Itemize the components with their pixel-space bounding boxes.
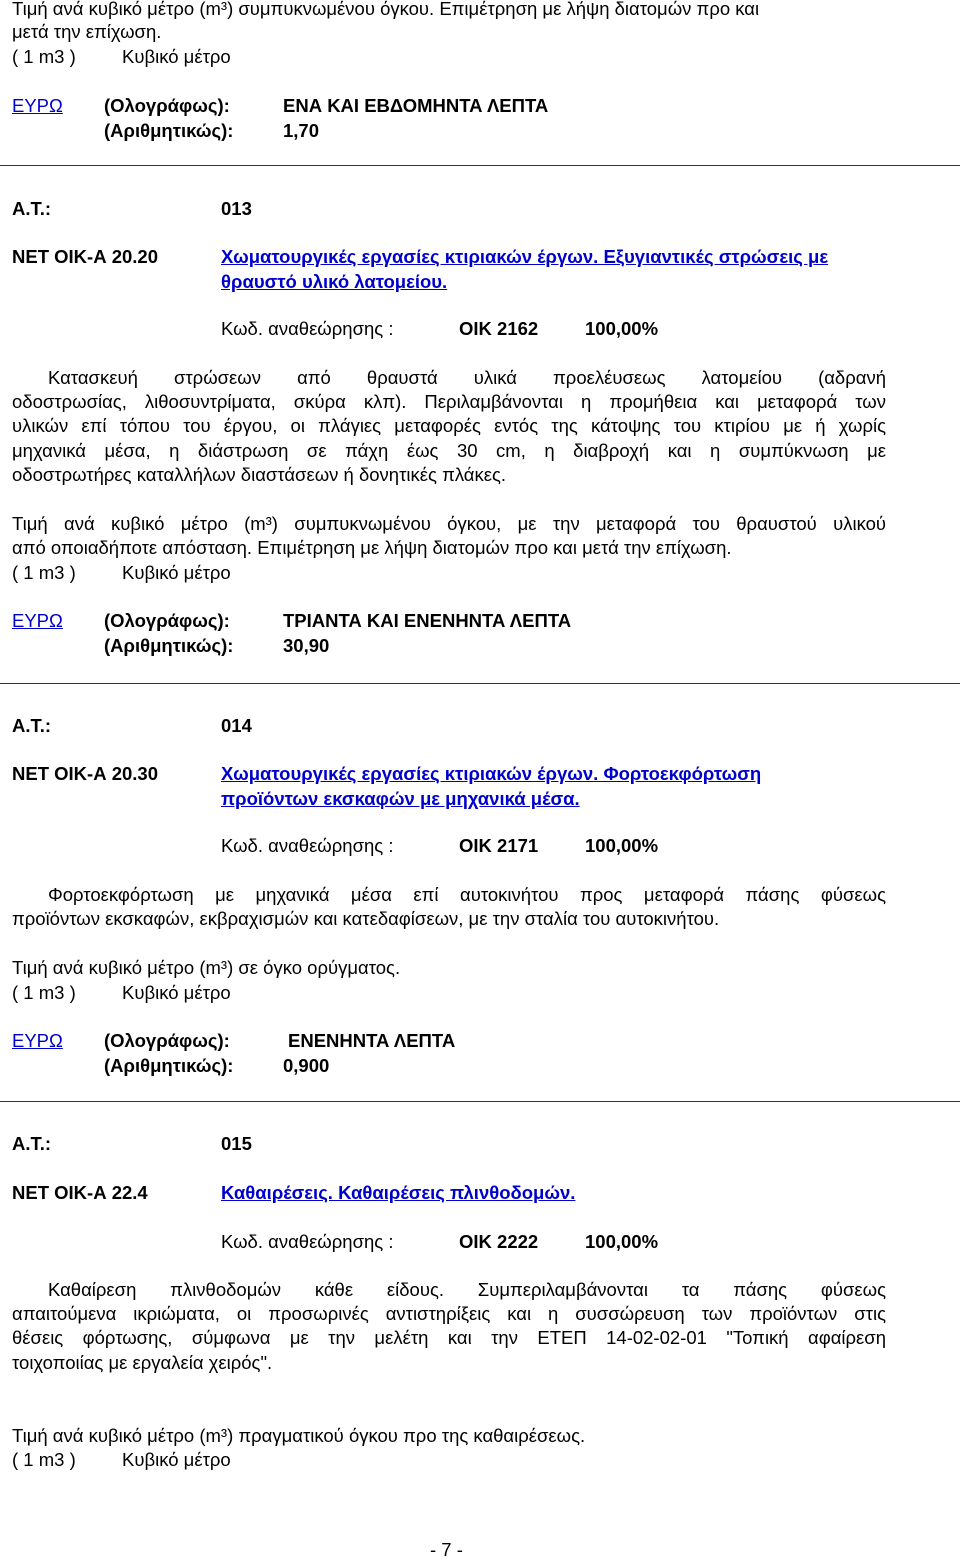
- divider-2: [0, 683, 960, 684]
- item013-rev-pct: 100,00%: [585, 318, 659, 339]
- intro-words-label: (Ολογράφως):: [104, 95, 230, 116]
- divider-3: [0, 1101, 960, 1102]
- item013-code: ΝΕΤ ΟΙΚ-Α 20.20: [12, 246, 158, 267]
- item013-desc-line-5: οδοστρωτήρες καταλλήλων διαστάσεων ή δονητικές πλάκες.: [12, 464, 507, 485]
- item014-num-value: 0,900: [283, 1055, 330, 1076]
- item015-rev-pct: 100,00%: [585, 1231, 659, 1252]
- intro-num-value: 1,70: [283, 120, 320, 141]
- item015-desc-line-1: Καθαίρεση πλινθοδομών κάθε είδους. Συμπεριλαμβάνονται τα πάσης φύσεως: [48, 1279, 886, 1300]
- intro-price-line-2: μετά την επίχωση.: [12, 21, 162, 42]
- item013-words-label: (Ολογράφως):: [104, 610, 230, 631]
- item014-price-line-1: Τιμή ανά κυβικό μέτρο (m³) σε όγκο ορύγματος.: [12, 957, 401, 978]
- item013-title-line-1: Χωματουργικές εργασίες κτιριακών έργων. Εξυγιαντικές στρώσεις με: [221, 246, 829, 267]
- intro-unit-qty: ( 1 m3 ): [12, 46, 76, 67]
- item014-at-value: 014: [221, 715, 252, 736]
- item015-code: ΝΕΤ ΟΙΚ-Α 22.4: [12, 1182, 148, 1203]
- intro-price-line-1: Τιμή ανά κυβικό μέτρο (m³) συμπυκνωμένου όγκου. Επιμέτρηση με λήψη διατομών προ και: [12, 0, 760, 19]
- item013-rev-label: Κωδ. αναθεώρησης :: [221, 318, 394, 339]
- item013-unit-qty: ( 1 m3 ): [12, 562, 76, 583]
- item013-rev-code: ΟΙΚ 2162: [459, 318, 539, 339]
- item015-unit-qty: ( 1 m3 ): [12, 1449, 76, 1470]
- item013-num-value: 30,90: [283, 635, 330, 656]
- item014-title-line-2: προϊόντων εκσκαφών με μηχανικά μέσα.: [221, 788, 580, 809]
- item014-euro-label: ΕΥΡΩ: [12, 1030, 63, 1051]
- item014-code: ΝΕΤ ΟΙΚ-Α 20.30: [12, 763, 158, 784]
- item013-at-value: 013: [221, 198, 252, 219]
- item014-title-line-1: Χωματουργικές εργασίες κτιριακών έργων. Φορτοεκφόρτωση: [221, 763, 762, 784]
- intro-words-value: ΕΝΑ ΚΑΙ ΕΒΔΟΜΗΝΤΑ ΛΕΠΤΑ: [283, 95, 549, 116]
- item014-desc-line-2: προϊόντων εκσκαφών, εκβραχισμών και κατεδαφίσεων, με την σταλία του αυτοκινήτου.: [12, 908, 720, 929]
- item014-rev-label: Κωδ. αναθεώρησης :: [221, 835, 394, 856]
- item013-at-label: Α.Τ.:: [12, 198, 52, 219]
- intro-num-label: (Αριθμητικώς):: [104, 120, 234, 141]
- item014-num-label: (Αριθμητικώς):: [104, 1055, 234, 1076]
- item015-title-line-1: Καθαιρέσεις. Καθαιρέσεις πλινθοδομών.: [221, 1182, 576, 1203]
- item015-desc-line-2: απαιτούμενα ικριώματα, οι προσωρινές αντιστηρίξεις και η συσσώρευση των προϊόντων στις: [12, 1303, 886, 1324]
- item013-desc-line-4: μηχανικά μέσα, η διάστρωση σε πάχη έως 30 cm, η διαβροχή και η συμπύκνωση με: [12, 440, 886, 461]
- item013-price-line-2: από οποιαδήποτε απόσταση. Επιμέτρηση με λήψη διατομών προ και μετά την επίχωση.: [12, 537, 732, 558]
- item013-unit-label: Κυβικό μέτρο: [122, 562, 231, 583]
- item014-desc-line-1: Φορτοεκφόρτωση με μηχανικά μέσα επί αυτοκινήτου προς μεταφορά πάσης φύσεως: [48, 884, 886, 905]
- item015-unit-label: Κυβικό μέτρο: [122, 1449, 231, 1470]
- item015-rev-code: ΟΙΚ 2222: [459, 1231, 539, 1252]
- item013-desc-line-3: υλικών επί τόπου του έργου, οι πλάγιες μεταφορές εντός της κάτοψης του κτιρίου με ή χωρίς: [12, 415, 886, 436]
- divider-1: [0, 165, 960, 166]
- item015-rev-label: Κωδ. αναθεώρησης :: [221, 1231, 394, 1252]
- item014-unit-label: Κυβικό μέτρο: [122, 982, 231, 1003]
- intro-unit-label: Κυβικό μέτρο: [122, 46, 231, 67]
- item014-unit-qty: ( 1 m3 ): [12, 982, 76, 1003]
- item013-title-line-2: θραυστό υλικό λατομείου.: [221, 271, 448, 292]
- item013-desc-line-2: οδοστρωσίας, λιθοσυντρίματα, σκύρα κλπ). Περιλαμβάνονται η προμήθεια και μεταφορά των: [12, 391, 886, 412]
- item013-euro-label: ΕΥΡΩ: [12, 610, 63, 631]
- item014-rev-code: ΟΙΚ 2171: [459, 835, 539, 856]
- page-number: - 7 -: [430, 1539, 463, 1560]
- item015-desc-line-4: τοιχοποιίας με εργαλεία χειρός".: [12, 1352, 273, 1373]
- item014-words-value: ΕΝΕΝΗΝΤΑ ΛΕΠΤΑ: [288, 1030, 456, 1051]
- item015-at-label: Α.Τ.:: [12, 1133, 52, 1154]
- item015-price-line-1: Τιμή ανά κυβικό μέτρο (m³) πραγματικού όγκου προ της καθαιρέσεως.: [12, 1425, 586, 1446]
- item014-words-label: (Ολογράφως):: [104, 1030, 230, 1051]
- item015-desc-line-3: θέσεις φόρτωσης, σύμφωνα με την μελέτη και την ΕΤΕΠ 14-02-02-01 "Τοπική αφαίρεση: [12, 1327, 886, 1348]
- item014-rev-pct: 100,00%: [585, 835, 659, 856]
- item013-num-label: (Αριθμητικώς):: [104, 635, 234, 656]
- item013-desc-line-1: Κατασκευή στρώσεων από θραυστά υλικά προελέυσεως λατομείου (αδρανή: [48, 367, 886, 388]
- item013-words-value: ΤΡΙΑΝΤΑ ΚΑΙ ΕΝΕΝΗΝΤΑ ΛΕΠΤΑ: [283, 610, 572, 631]
- item015-at-value: 015: [221, 1133, 252, 1154]
- item013-price-line-1: Τιμή ανά κυβικό μέτρο (m³) συμπυκνωμένου όγκου, με την μεταφορά του θραυστού υλικού: [12, 513, 886, 534]
- item014-at-label: Α.Τ.:: [12, 715, 52, 736]
- intro-euro-label: ΕΥΡΩ: [12, 95, 63, 116]
